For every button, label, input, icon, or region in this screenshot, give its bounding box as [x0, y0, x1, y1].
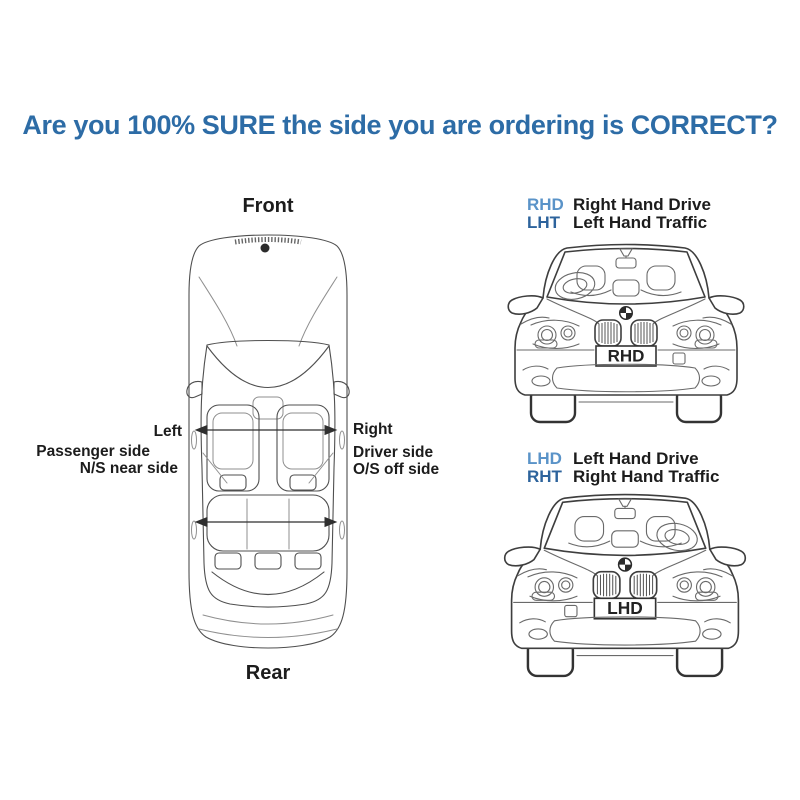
number-plate-text: LHD	[607, 598, 643, 619]
right-side-label: Right	[353, 421, 393, 438]
car-front-view-rhd	[500, 240, 752, 424]
hood-crease-left	[199, 277, 237, 346]
legend-row	[527, 214, 711, 232]
lht-desc: Left Hand Traffic	[573, 213, 708, 232]
hood-badge-icon	[261, 244, 270, 253]
near-side-label: N/S near side	[79, 460, 178, 477]
grille-badge-icon	[618, 557, 632, 571]
grille-badge-icon	[619, 306, 633, 320]
passenger-side-label: Passenger side	[36, 443, 150, 460]
lhd-desc: Left Hand Drive	[573, 449, 699, 468]
rear-bench-seat	[207, 495, 329, 569]
rhd-legend	[527, 196, 711, 232]
front-width-arrow	[196, 426, 336, 435]
rear-window-curve	[212, 572, 324, 595]
rht-desc: Right Hand Traffic	[573, 467, 720, 486]
car-front-view-lhd	[496, 490, 754, 678]
legend-row	[527, 196, 711, 214]
rear-label: Rear	[245, 662, 291, 684]
lhd-legend	[527, 450, 719, 486]
pillar-lines	[203, 453, 333, 483]
number-plate-text: RHD	[607, 346, 645, 366]
driver-side-label: Driver side	[353, 444, 434, 461]
door-handles	[192, 431, 345, 539]
rhd-desc: Right Hand Drive	[573, 195, 711, 214]
car-top-view-diagram	[185, 233, 351, 649]
left-side-label: Left	[153, 423, 182, 440]
glasshouse-outline	[201, 341, 335, 608]
front-seats	[207, 405, 329, 491]
off-side-label: O/S off side	[353, 461, 440, 478]
legend-row	[527, 468, 719, 486]
wiper-cowl-hatching	[235, 240, 301, 243]
rear-width-arrow	[196, 518, 336, 527]
rht-abbr: RHT	[527, 467, 562, 486]
trunk-lines	[199, 615, 337, 638]
lhd-abbr: LHD	[527, 449, 562, 468]
center-console	[253, 397, 283, 419]
hood-crease-right	[299, 277, 337, 346]
legend-row	[527, 450, 719, 468]
rhd-abbr: RHD	[527, 195, 564, 214]
lht-abbr: LHT	[527, 213, 561, 232]
front-label: Front	[242, 195, 294, 217]
page-title: Are you 100% SURE the side you are ordering is CORRECT?	[22, 110, 778, 140]
windshield-curve	[207, 346, 329, 388]
